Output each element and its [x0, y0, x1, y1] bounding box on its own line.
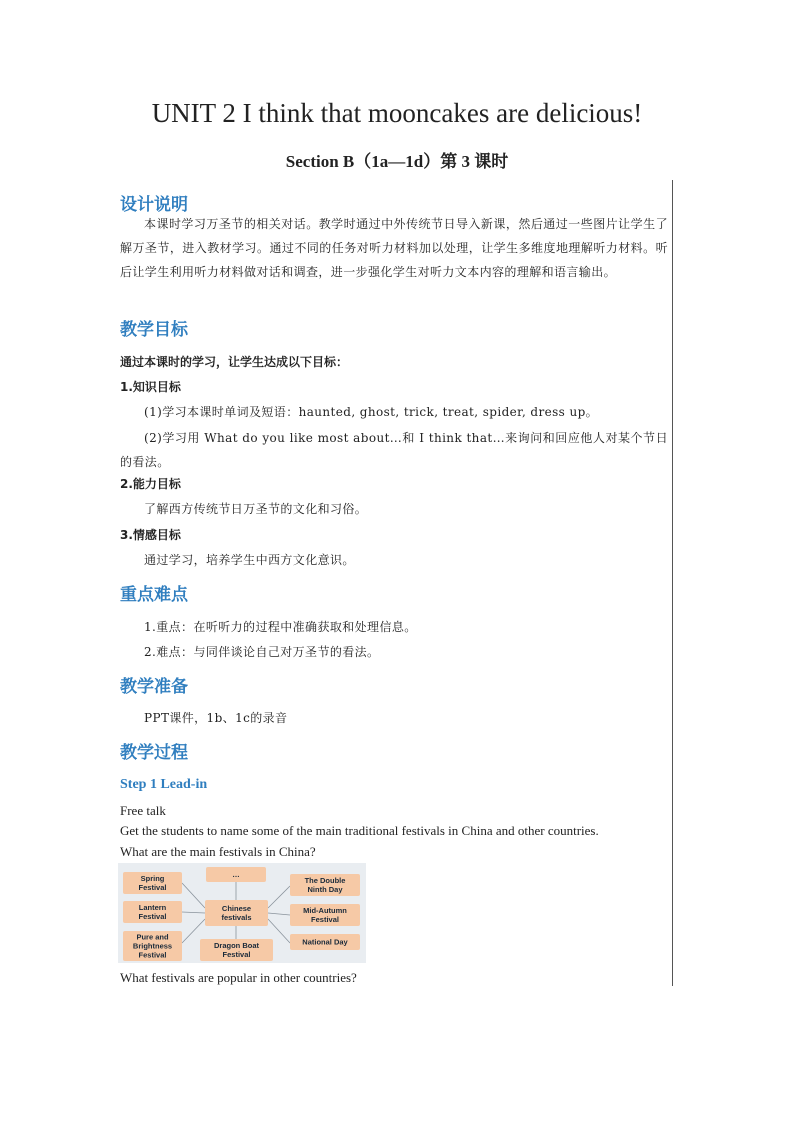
diagram-box-right-3 — [290, 934, 360, 950]
ability-item-1: 了解西方传统节日万圣节的文化和习俗。 — [144, 502, 368, 516]
diagram-box-left-2-label: Lantern — [138, 903, 167, 913]
diagram-box-left-3-label: Pure and — [136, 932, 169, 942]
emotion-title: 3.情感目标 — [120, 528, 181, 542]
page-title: UNIT 2 I think that mooncakes are delicious! — [151, 98, 643, 128]
heading-goals: 教学目标 — [120, 320, 188, 340]
diagram-box-top-label: … — [232, 870, 240, 880]
ability-title: 2.能力目标 — [120, 477, 181, 491]
prep-text: PPT课件，1b、1c的录音 — [144, 711, 288, 725]
step1-title: Step 1 Lead-in — [120, 777, 208, 792]
goals-intro: 通过本课时的学习，让学生达成以下目标： — [120, 355, 349, 369]
diagram-box-left-1 — [123, 872, 182, 894]
page-border-line — [672, 180, 673, 986]
heading-process: 教学过程 — [120, 743, 188, 763]
diagram-box-right-2-label: Festival — [311, 915, 339, 925]
design-paragraph: 本课时学习万圣节的相关对话。教学时通过中外传统节日导入新课，然后通过一些图片让学生了解万圣节，进入教材学习。通过不同的任务对听力材料加以处理，让学生多维度地理解听力材料。听后让学生利用听力材料做对话和调查，进一步强化学生对听力文本内容的理解和语言输出。 — [120, 217, 668, 279]
diagram-box-top — [206, 867, 266, 882]
key-point-1: 1.重点：在听听力的过程中准确获取和处理信息。 — [144, 620, 417, 634]
page-subtitle: Section B（1a—1d）第 3 课时 — [285, 152, 509, 171]
diagram-box-center-label: Chinese — [221, 904, 252, 914]
diagram-box-right-2 — [290, 904, 360, 926]
heading-design: 设计说明 — [120, 195, 188, 215]
diagram-box-bottom-label: Dragon Boat — [214, 941, 259, 951]
diagram-box-left-1-label: Spring — [140, 874, 165, 884]
diagram-box-left-3-label: Brightness — [132, 941, 173, 951]
emotion-item-1: 通过学习，培养学生中西方文化意识。 — [144, 553, 355, 567]
diagram-box-right-3-label: National Day — [302, 937, 348, 947]
heading-prep: 教学准备 — [120, 677, 188, 697]
diagram-box-bottom-label: Festival — [222, 950, 251, 960]
knowledge-item-1: (1)学习本课时单词及短语：haunted, ghost, trick, treat, spider, dress up。 — [144, 405, 599, 419]
diagram-box-left-2 — [123, 901, 182, 923]
chinese-festivals-diagram — [118, 863, 366, 963]
diagram-box-bottom — [200, 939, 273, 961]
free-talk: Free talk — [120, 803, 166, 818]
key-point-2: 2.难点：与同伴谈论自己对万圣节的看法。 — [144, 645, 380, 659]
diagram-box-right-1-label: Ninth Day — [307, 885, 343, 895]
question-1: What are the main festivals in China? — [120, 844, 316, 859]
knowledge-item-2: (2)学习用 What do you like most about…和 I think that…来询问和回应他人对某个节日的看法。 — [120, 431, 668, 469]
knowledge-title: 1.知识目标 — [120, 380, 181, 394]
diagram-box-left-3-label: Festival — [138, 950, 167, 960]
diagram-box-right-2-label: Mid-Autumn — [303, 906, 347, 916]
diagram-box-right-1-label: The Double — [304, 876, 346, 886]
heading-key: 重点难点 — [120, 585, 188, 605]
diagram-box-center — [205, 900, 268, 926]
diagram-box-left-1-label: Festival — [138, 883, 167, 893]
instruction-text: Get the students to name some of the main traditional festivals in China and other countries. — [120, 823, 599, 838]
diagram-box-right-1 — [290, 874, 360, 896]
diagram-box-center-label: festivals — [221, 913, 252, 923]
question-2: What festivals are popular in other countries? — [120, 970, 357, 985]
diagram-box-left-2-label: Festival — [138, 912, 167, 922]
diagram-box-left-3 — [123, 931, 182, 961]
